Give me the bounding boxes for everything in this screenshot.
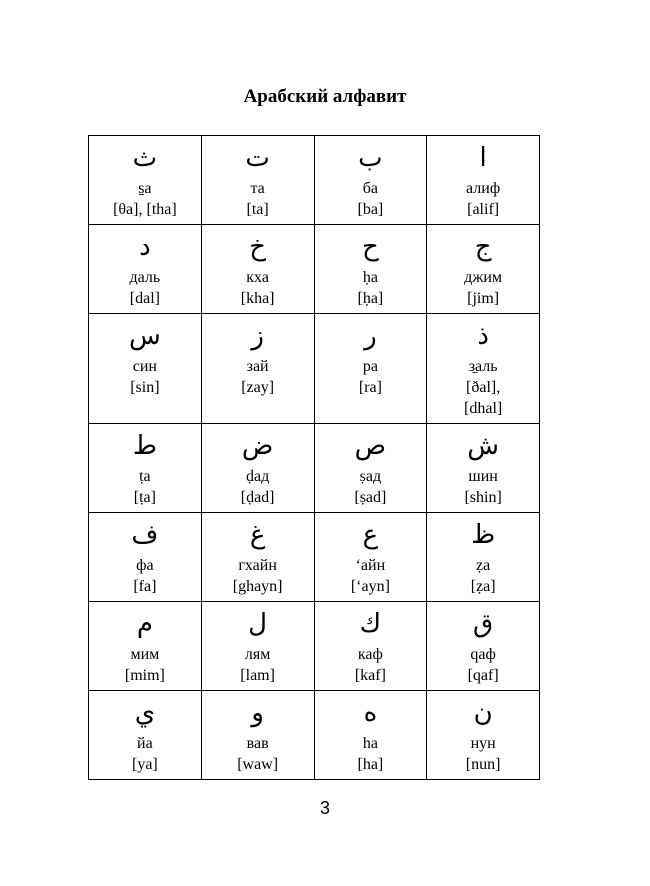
arabic-letter: ز (251, 321, 264, 351)
arabic-letter: ش (467, 431, 499, 461)
letter-name: ‘айн (355, 557, 386, 574)
letter-name: лям (244, 646, 271, 663)
arabic-letter: ر (364, 321, 377, 351)
arabic-letter: د (139, 232, 151, 262)
arabic-letter: ب (358, 143, 383, 173)
alphabet-table-body (89, 136, 540, 780)
letter-cell-lam (201, 602, 314, 691)
arabic-letter: س (129, 321, 161, 351)
alphabet-table (88, 135, 540, 780)
letter-transliteration: [fa] (133, 578, 157, 595)
letter-name: нун (470, 735, 496, 752)
letter-name: вав (246, 735, 269, 752)
letter-transliteration: [ya] (131, 756, 158, 773)
letter-name: hа (362, 735, 378, 752)
table-row (89, 602, 540, 691)
letter-transliteration: [lam] (240, 667, 275, 684)
arabic-letter: و (251, 698, 264, 728)
letter-name: фа (136, 557, 154, 574)
page-title: Арабский алфавит (243, 86, 407, 107)
letter-transliteration: [‘ayn] (350, 578, 390, 595)
arabic-letter: ظ (471, 520, 496, 550)
letter-transliteration: [zay] (241, 379, 275, 396)
arabic-letter: ص (354, 431, 387, 461)
arabic-letter: خ (249, 232, 267, 262)
arabic-letter: ث (132, 143, 158, 173)
letter-transliteration: [ẓa] (470, 578, 496, 595)
arabic-letter: ت (245, 143, 270, 173)
letter-cell-kaf (314, 602, 427, 691)
arabic-letter: ع (362, 520, 379, 550)
letter-cell-waw (201, 691, 314, 780)
letter-transliteration: [qaf] (467, 667, 499, 684)
arabic-letter: ط (132, 431, 157, 461)
arabic-letter: م (136, 609, 153, 639)
letter-cell-fa (89, 513, 202, 602)
letter-cell-dad (201, 424, 314, 513)
letter-transliteration: [mim] (124, 667, 165, 684)
letter-cell-za-emphatic (427, 513, 540, 602)
letter-transliteration: [ha] (357, 756, 384, 773)
letter-name: ḥа (362, 269, 378, 286)
letter-cell-sin (89, 314, 202, 424)
letter-name: ра (362, 358, 378, 375)
letter-name: син (132, 358, 157, 375)
letter-transliteration: [alif] (467, 201, 500, 218)
letter-cell-dhal (427, 314, 540, 424)
letter-transliteration: [ðal], (466, 379, 501, 396)
letter-cell-dal (89, 225, 202, 314)
letter-transliteration: [ba] (357, 201, 384, 218)
arabic-letter: ف (131, 520, 159, 550)
letter-cell-mim (89, 602, 202, 691)
letter-name: джим (464, 269, 503, 286)
letter-cell-sad (314, 424, 427, 513)
letter-transliteration: [ṭa] (133, 489, 156, 506)
letter-name: ба (362, 180, 378, 197)
arabic-letter: ض (241, 431, 274, 461)
letter-cell-zay (201, 314, 314, 424)
letter-cell-ra (314, 314, 427, 424)
letter-name: мим (130, 646, 160, 663)
arabic-letter: ل (248, 609, 268, 639)
letter-name: ṣад (359, 468, 382, 485)
letter-name: шин (468, 468, 498, 485)
letter-transliteration: [kha] (240, 290, 275, 307)
letter-name: даль (129, 269, 161, 286)
letter-name: ẓа (476, 557, 491, 574)
table-row (89, 513, 540, 602)
table-row (89, 136, 540, 225)
letter-cell-tha (89, 136, 202, 225)
letter-transliteration-alt: [dhal] (464, 400, 503, 417)
letter-transliteration: [ṣad] (354, 489, 387, 506)
letter-cell-ayn (314, 513, 427, 602)
letter-cell-alif (427, 136, 540, 225)
arabic-letter: ق (473, 609, 494, 639)
letter-name: ṭа (139, 468, 151, 485)
arabic-letter: ك (359, 609, 382, 639)
letter-transliteration: [jim] (467, 290, 500, 307)
letter-name: кха (246, 269, 269, 286)
page-number: 3 (319, 798, 330, 818)
letter-transliteration: [kaf] (354, 667, 386, 684)
letter-name: та (250, 180, 265, 197)
letter-transliteration: [shin] (464, 489, 502, 506)
table-row (89, 314, 540, 424)
arabic-letter: ذ (477, 321, 489, 351)
letter-name: qаф (470, 646, 496, 663)
letter-transliteration: [ḥa] (357, 290, 384, 307)
letter-cell-kha (201, 225, 314, 314)
letter-name: з̱аль (468, 358, 498, 375)
letter-transliteration: [waw] (237, 756, 279, 773)
letter-name: алиф (466, 180, 501, 197)
arabic-letter: ه (363, 698, 378, 728)
letter-cell-shin (427, 424, 540, 513)
letter-transliteration: [nun] (465, 756, 501, 773)
letter-cell-ha-emphatic (314, 225, 427, 314)
letter-transliteration: [ghayn] (232, 578, 283, 595)
letter-cell-ta-emphatic (89, 424, 202, 513)
letter-cell-qaf (427, 602, 540, 691)
letter-name: гхайн (238, 557, 277, 574)
letter-transliteration: [ta] (246, 201, 269, 218)
letter-cell-ghayn (201, 513, 314, 602)
letter-transliteration: [sin] (130, 379, 160, 396)
letter-name: зай (246, 358, 269, 375)
letter-cell-jim (427, 225, 540, 314)
letter-cell-ba (314, 136, 427, 225)
letter-cell-nun (427, 691, 540, 780)
arabic-letter: غ (249, 520, 266, 550)
letter-transliteration: [θa], [tha] (113, 201, 177, 218)
arabic-letter: ن (473, 698, 493, 728)
table-row (89, 225, 540, 314)
letter-name: s̱а (138, 180, 152, 197)
arabic-letter: ا (479, 143, 487, 173)
letter-cell-ha (314, 691, 427, 780)
arabic-letter: ي (134, 698, 156, 728)
letter-cell-ya (89, 691, 202, 780)
arabic-letter: ج (474, 232, 492, 262)
letter-name: ḍад (246, 468, 270, 485)
letter-name: каф (357, 646, 383, 663)
arabic-letter: ح (361, 232, 379, 262)
letter-name: йа (137, 735, 153, 752)
letter-cell-ta (201, 136, 314, 225)
table-row (89, 691, 540, 780)
letter-transliteration: [ra] (358, 379, 382, 396)
letter-transliteration: [dal] (129, 290, 160, 307)
table-row (89, 424, 540, 513)
letter-transliteration: [ḍad] (240, 489, 275, 506)
